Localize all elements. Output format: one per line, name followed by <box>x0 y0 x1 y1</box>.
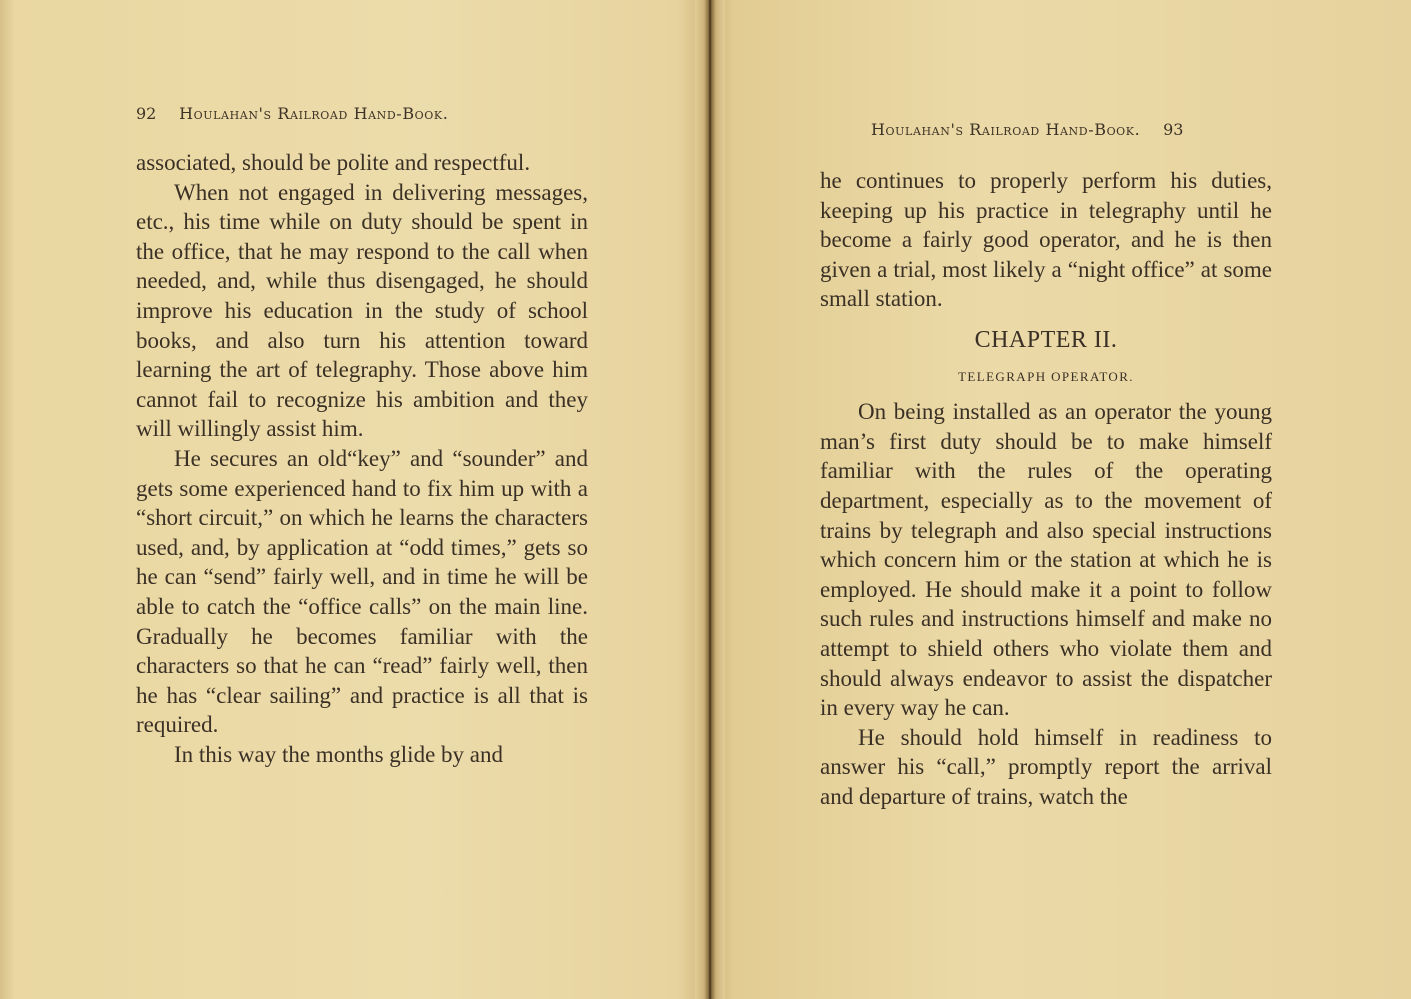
left-page-number: 92 <box>136 104 157 123</box>
right-paragraph-continued: he continues to properly perform his duties, keeping up his practice in telegraphy until he become a fairly good operator, and he is then given a trial, most likely a “night office” at some small station. <box>820 168 1272 312</box>
right-running-head <box>871 120 1183 139</box>
right-page <box>720 0 1411 999</box>
left-page <box>0 0 700 999</box>
left-paragraph: When not engaged in delivering messages, etc., his time while on duty should be spent in the office, that he may respond to the call when needed, and, while thus disengaged, he should improve his education in the study of school books, and also turn his attention toward learning the art of telegraphy. Those above him cannot fail to recognize his ambition and they will willingly assist him. <box>136 179 588 442</box>
left-paragraph: In this way the months glide by and <box>174 741 503 767</box>
left-head-title: Houlahan's Railroad Hand-Book. <box>179 104 449 123</box>
chapter-title: CHAPTER II. <box>974 326 1118 353</box>
right-paragraph: On being installed as an operator the young man’s first duty should be to make himself familiar with the rules of the operating department, especially as to the movement of trains by telegraph and also special instructions which concern him or the station at which he is employed. He should make it a point to follow such rules and instructions himself and make no attempt to shield others who violate them and should always endeavor to assist the dispatcher in every way he can. <box>820 399 1272 721</box>
left-running-head <box>136 104 448 123</box>
left-paragraph: associated, should be polite and respectful. <box>136 150 531 175</box>
right-body-text <box>820 166 1272 811</box>
right-head-title: Houlahan's Railroad Hand-Book. <box>871 120 1141 139</box>
left-body-text <box>136 148 588 769</box>
left-paragraph: He secures an old“key” and “sounder” and gets some experienced hand to fix him up with a “short circuit,” on which he learns the characters used, and, by application at “odd times,” gets so he can “send” fairly well, and in time he will be able to catch the “office calls” on the main line. Gradually he becomes familiar with the characters so that he can “read” fairly well, then he has “clear sailing” and practice is all that is required. <box>136 445 588 738</box>
chapter-subtitle: TELEGRAPH OPERATOR. <box>958 368 1134 384</box>
right-page-number: 93 <box>1163 120 1184 139</box>
right-paragraph: He should hold himself in readiness to answer his “call,” promptly report the arrival and departure of trains, watch the <box>820 724 1272 809</box>
